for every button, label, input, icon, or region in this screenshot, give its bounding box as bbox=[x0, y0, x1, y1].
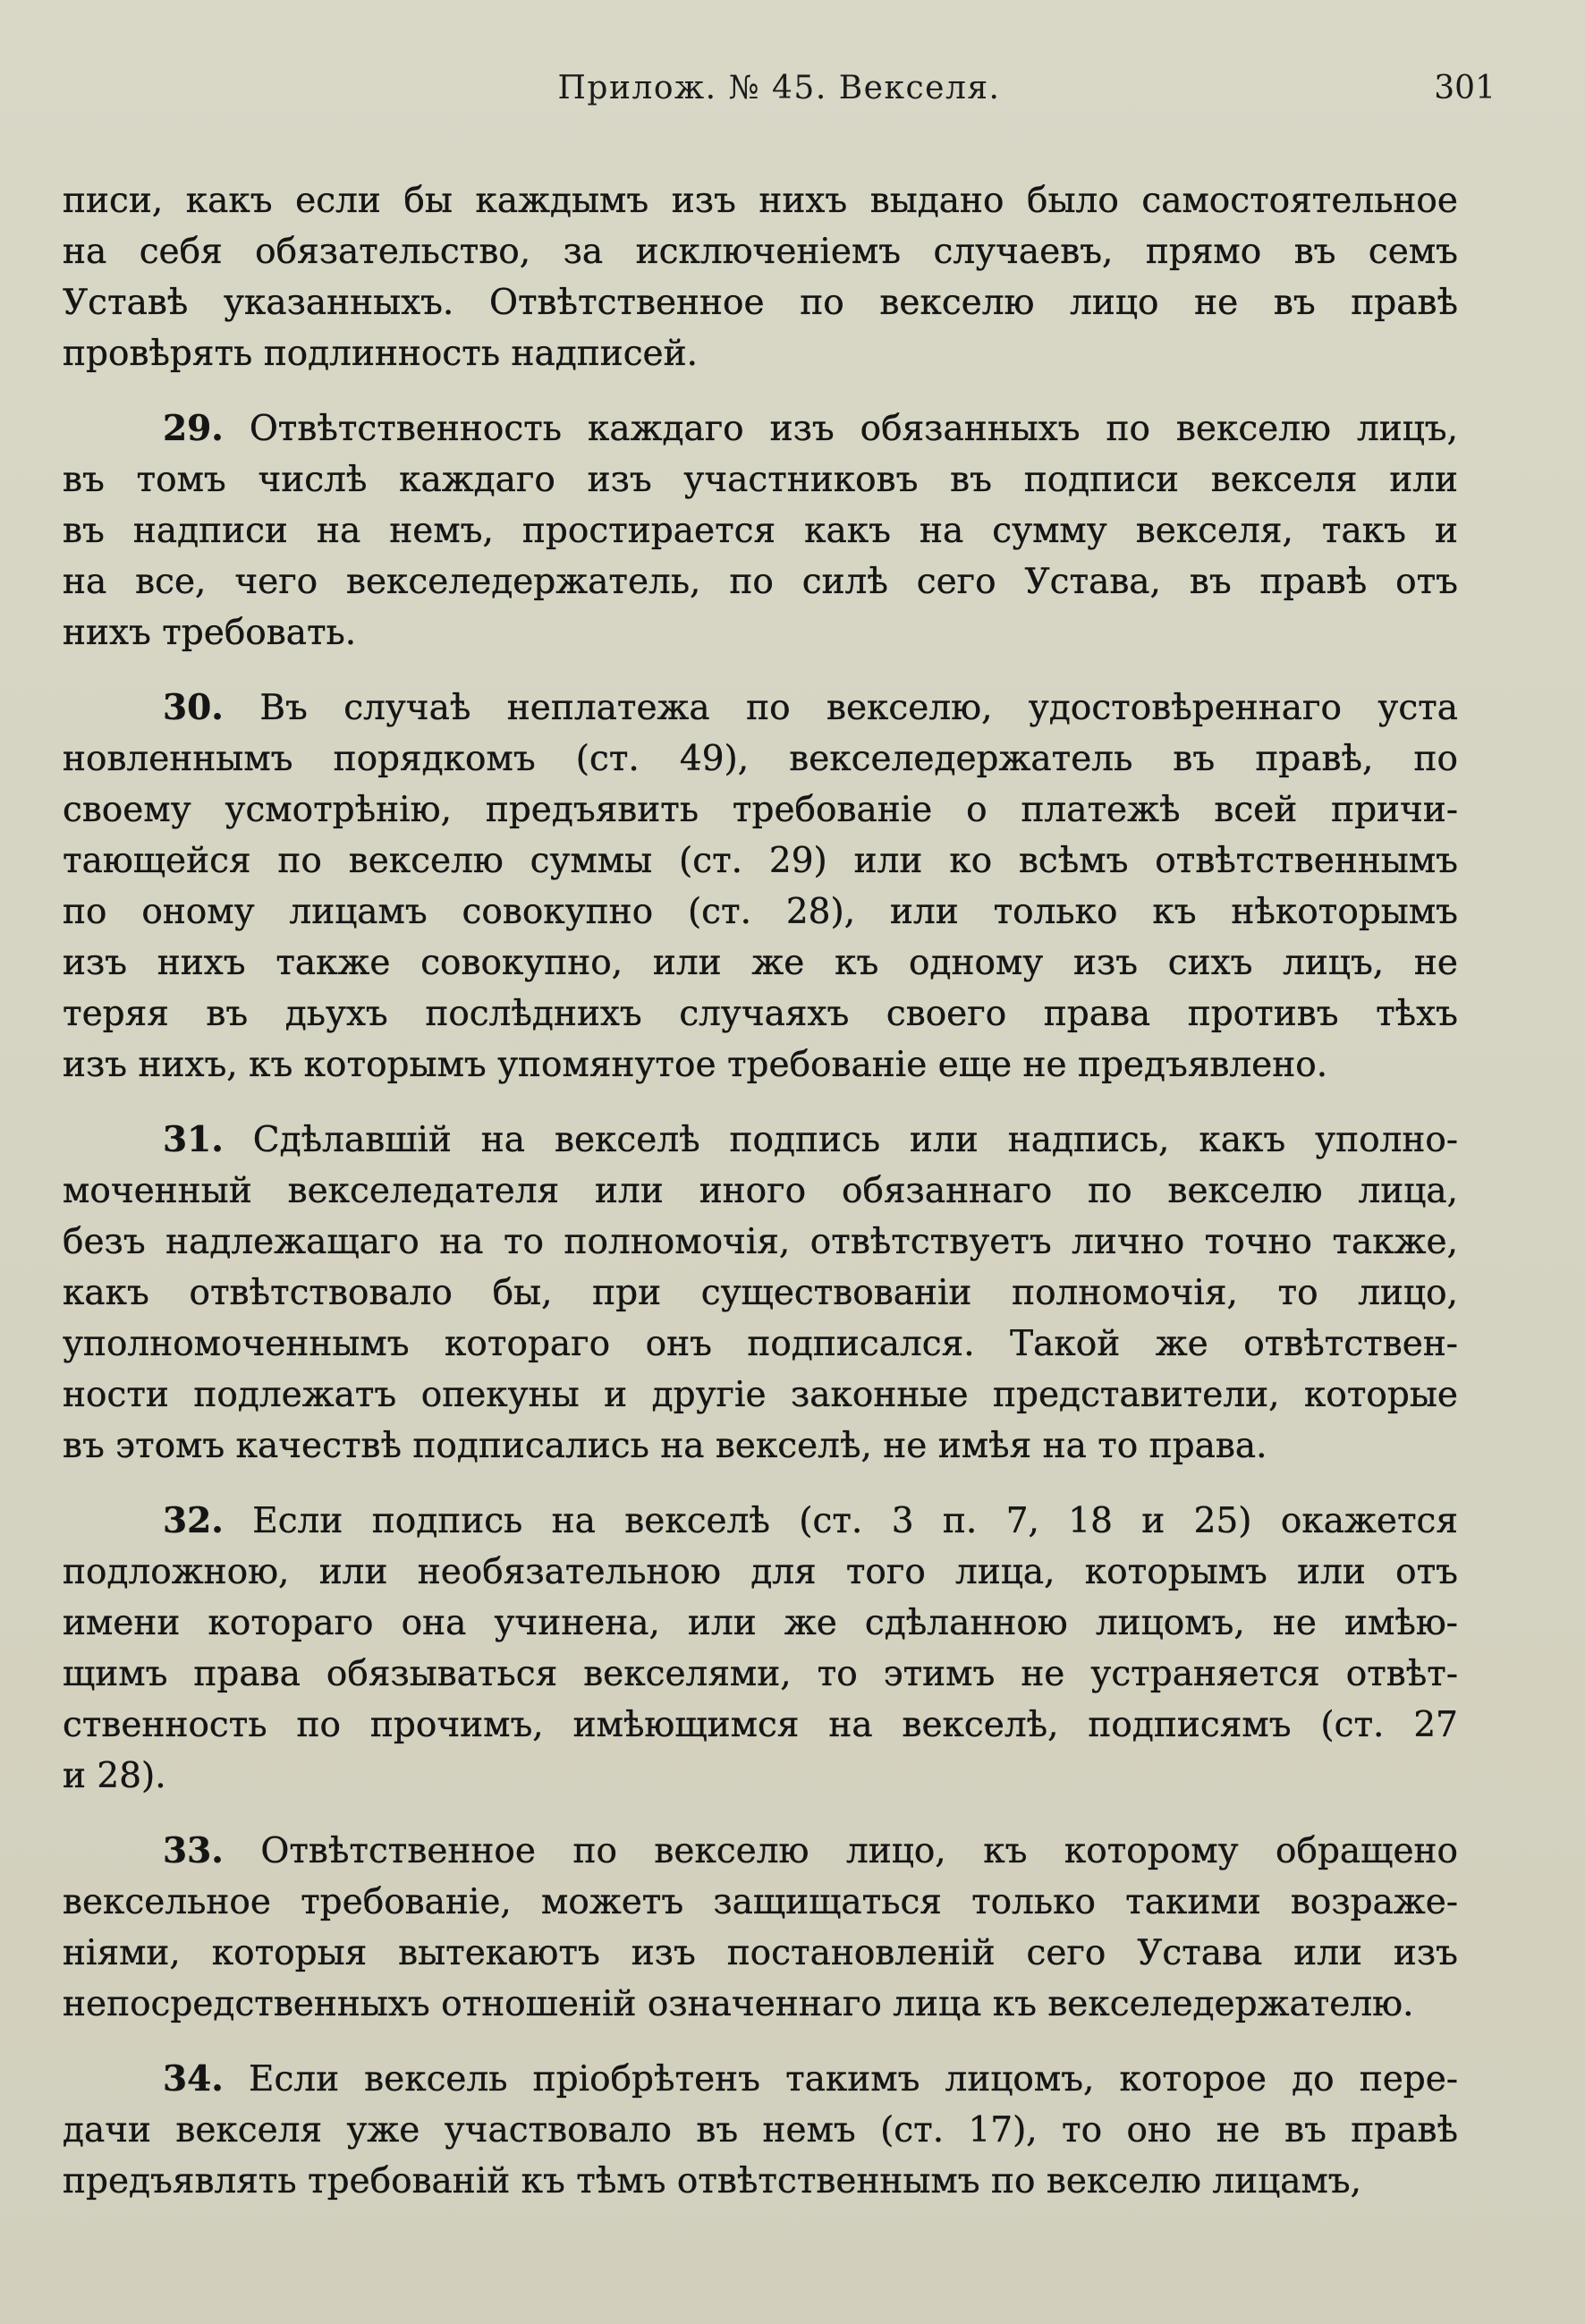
page-number: 301 bbox=[1434, 70, 1496, 106]
line-text: тающейся по векселю суммы (ст. 29) или ко всѣмъ отвѣтственнымъ bbox=[63, 841, 1458, 881]
line-text: какъ отвѣтствовало бы, при существованіи полномочія, то лицо, bbox=[63, 1273, 1458, 1313]
text-line bbox=[63, 175, 1458, 226]
text-line bbox=[63, 226, 1458, 277]
line-text: Если подпись на векселѣ (ст. 3 п. 7, 18 и 25) окажется bbox=[252, 1501, 1458, 1541]
text-line bbox=[63, 403, 1458, 454]
line-text: и 28). bbox=[63, 1756, 166, 1796]
line-text: на все, чего векселедержатель, по силѣ сего Устава, въ правѣ отъ bbox=[63, 562, 1458, 602]
paragraph bbox=[63, 175, 1458, 379]
text-line bbox=[63, 1217, 1458, 1268]
text-line bbox=[63, 1166, 1458, 1217]
text-line bbox=[63, 556, 1458, 607]
paragraph bbox=[63, 1496, 1458, 1802]
line-text: Отвѣтственное по векселю лицо, къ которому обращено bbox=[260, 1831, 1458, 1871]
line-text: своему усмотрѣнію, предъявить требованіе о платежѣ всей причи- bbox=[63, 790, 1458, 830]
text-line bbox=[63, 1928, 1458, 1979]
body-text bbox=[63, 175, 1458, 2231]
text-line bbox=[63, 1115, 1458, 1166]
paragraph bbox=[63, 1115, 1458, 1472]
text-line bbox=[63, 1496, 1458, 1547]
line-text: Уставѣ указанныхъ. Отвѣтственное по векселю лицо не въ правѣ bbox=[63, 283, 1458, 323]
text-line bbox=[63, 505, 1458, 556]
text-line bbox=[63, 1979, 1458, 2030]
line-text: на себя обязательство, за исключеніемъ случаевъ, прямо въ семъ bbox=[63, 232, 1458, 272]
article-number: 30. bbox=[163, 687, 224, 728]
line-text: ственность по прочимъ, имѣющимся на векселѣ, подписямъ (ст. 27 bbox=[63, 1705, 1458, 1745]
text-line bbox=[63, 1319, 1458, 1370]
line-text: непосредственныхъ отношеній означеннаго лица къ векселедержателю. bbox=[63, 1984, 1414, 2024]
page-header bbox=[63, 70, 1496, 123]
text-line bbox=[63, 454, 1458, 505]
text-line bbox=[63, 2105, 1458, 2156]
text-line bbox=[63, 1598, 1458, 1649]
line-text: по оному лицамъ совокупно (ст. 28), или только къ нѣкоторымъ bbox=[63, 892, 1458, 932]
text-line bbox=[63, 1370, 1458, 1421]
text-line bbox=[63, 1421, 1458, 1472]
paragraph bbox=[63, 1826, 1458, 2030]
line-text: ніями, которыя вытекаютъ изъ постановленій сего Устава или изъ bbox=[63, 1933, 1458, 1973]
line-text: имени котораго она учинена, или же сдѣланною лицомъ, не имѣю- bbox=[63, 1603, 1458, 1643]
text-line bbox=[63, 734, 1458, 785]
line-text: щимъ права обязываться векселями, то этимъ не устраняется отвѣт- bbox=[63, 1654, 1458, 1694]
text-line bbox=[63, 785, 1458, 835]
text-line bbox=[63, 1039, 1458, 1090]
line-text: изъ нихъ также совокупно, или же къ одному изъ сихъ лицъ, не bbox=[63, 943, 1458, 983]
text-line bbox=[63, 1547, 1458, 1598]
line-text: Сдѣлавшій на векселѣ подпись или надпись, какъ уполно- bbox=[252, 1120, 1458, 1160]
line-text: писи, какъ если бы каждымъ изъ нихъ выдано было самостоятельное bbox=[63, 181, 1458, 221]
line-text: изъ нихъ, къ которымъ упомянутое требованіе еще не предъявлено. bbox=[63, 1045, 1328, 1085]
text-line bbox=[63, 277, 1458, 328]
text-line bbox=[63, 1649, 1458, 1700]
text-line bbox=[63, 988, 1458, 1039]
article-number: 31. bbox=[163, 1119, 224, 1160]
line-text: нихъ требовать. bbox=[63, 613, 357, 653]
running-title: Прилож. № 45. Векселя. bbox=[557, 70, 1001, 106]
text-line bbox=[63, 328, 1458, 379]
text-line bbox=[63, 886, 1458, 937]
line-text: подложною, или необязательною для того лица, которымъ или отъ bbox=[63, 1552, 1458, 1592]
text-line bbox=[63, 607, 1458, 658]
paragraph bbox=[63, 403, 1458, 658]
line-text: ности подлежатъ опекуны и другіе законные представители, которые bbox=[63, 1375, 1458, 1415]
paragraph bbox=[63, 2054, 1458, 2207]
text-line bbox=[63, 1826, 1458, 1877]
text-line bbox=[63, 1268, 1458, 1319]
line-text: дачи векселя уже участвовало въ немъ (ст. 17), то оно не въ правѣ bbox=[63, 2110, 1458, 2150]
paragraph bbox=[63, 683, 1458, 1090]
text-line bbox=[63, 1751, 1458, 1802]
article-number: 34. bbox=[163, 2058, 224, 2099]
text-line bbox=[63, 2054, 1458, 2105]
text-line bbox=[63, 2156, 1458, 2207]
line-text: въ надписи на немъ, простирается какъ на сумму векселя, такъ и bbox=[63, 511, 1458, 551]
line-text: Отвѣтственность каждаго изъ обязанныхъ по векселю лицъ, bbox=[249, 409, 1458, 449]
line-text: предъявлять требованій къ тѣмъ отвѣтственнымъ по векселю лицамъ, bbox=[63, 2161, 1361, 2201]
text-line bbox=[63, 835, 1458, 886]
line-text: теряя въ дьухъ послѣднихъ случаяхъ своего права противъ тѣхъ bbox=[63, 994, 1458, 1034]
line-text: новленнымъ порядкомъ (ст. 49), векселедержатель въ правѣ, по bbox=[63, 739, 1458, 779]
text-line bbox=[63, 937, 1458, 988]
line-text: уполномоченнымъ котораго онъ подписался. Такой же отвѣтствен- bbox=[63, 1324, 1458, 1364]
line-text: провѣрять подлинность надписей. bbox=[63, 334, 699, 374]
text-line bbox=[63, 683, 1458, 734]
line-text: вексельное требованіе, можетъ защищаться только такими возраже- bbox=[63, 1882, 1458, 1922]
line-text: безъ надлежащаго на то полномочія, отвѣтствуетъ лично точно также, bbox=[63, 1222, 1458, 1262]
article-number: 29. bbox=[163, 408, 224, 449]
text-line bbox=[63, 1700, 1458, 1751]
line-text: моченный векселедателя или иного обязаннаго по векселю лица, bbox=[63, 1171, 1458, 1211]
line-text: Если вексель пріобрѣтенъ такимъ лицомъ, которое до пере- bbox=[248, 2059, 1458, 2099]
line-text: въ томъ числѣ каждаго изъ участниковъ въ подписи векселя или bbox=[63, 460, 1458, 500]
text-line bbox=[63, 1877, 1458, 1928]
article-number: 32. bbox=[163, 1500, 224, 1541]
line-text: въ этомъ качествѣ подписались на векселѣ, не имѣя на то права. bbox=[63, 1426, 1267, 1466]
line-text: Въ случаѣ неплатежа по векселю, удостовѣреннаго уста bbox=[259, 688, 1458, 728]
article-number: 33. bbox=[163, 1830, 224, 1871]
